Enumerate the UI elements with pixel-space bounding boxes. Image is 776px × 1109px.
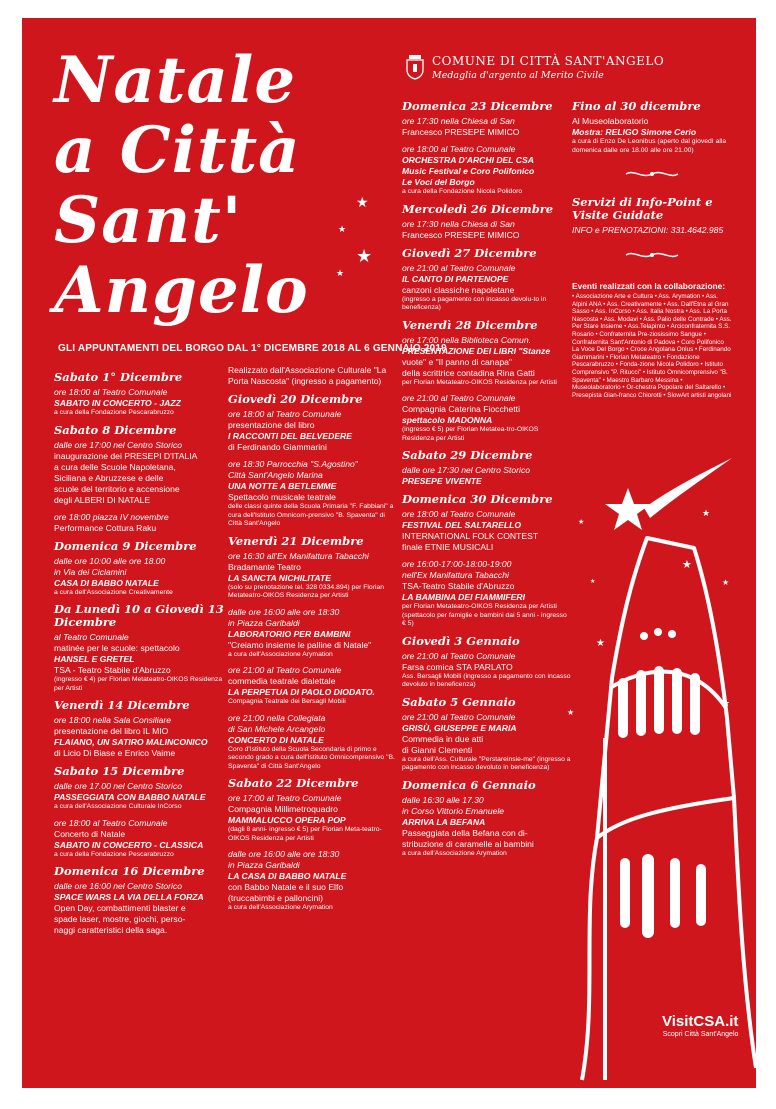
star-icon: ★ xyxy=(356,246,373,266)
event-note: per Florian Metateatro-OIKOS Residenza per Artisti (spettacolo per famiglie e bambini dai 5 anni - ingresso € 5) xyxy=(402,603,567,627)
event-note: a cura della Fondazione Nicola Polidoro xyxy=(402,188,523,195)
event-line: Francesco PRESEPE MIMICO xyxy=(402,127,520,137)
day-heading: Venerdì 28 Dicembre xyxy=(402,317,538,332)
visitcsa-logo xyxy=(662,1013,738,1038)
partners-heading: Eventi realizzati con la collaborazione: xyxy=(572,281,726,291)
event-line: ore 21:00 nella Collegiata xyxy=(228,712,326,723)
event-note: a cura della Fondazione Pescarabruzzo xyxy=(54,850,174,858)
day-heading: Sabato 15 Dicembre xyxy=(54,764,185,778)
day-heading: Da Lunedì 10 a Giovedì 13 Dicembre xyxy=(54,602,224,629)
event-title: GRISÙ, GIUSEPPE E MARIA xyxy=(402,722,517,733)
event-line: degli ALBERI DI NATALE xyxy=(54,494,151,505)
event-line: ore 21:00 al Teatro Comunale xyxy=(402,393,516,403)
event-title: LA BAMBINA DEI FIAMMIFERI xyxy=(402,592,526,602)
star-icon: ★ xyxy=(338,224,347,234)
star-icon: ★ xyxy=(702,508,711,518)
poster xyxy=(22,18,756,1088)
title-line: Natale xyxy=(54,43,297,118)
day-heading: Mercoledì 26 Dicembre xyxy=(402,201,554,216)
event xyxy=(228,607,400,660)
event xyxy=(54,512,224,534)
event xyxy=(54,715,224,759)
event-line: ore 21:00 al Teatro Comunale xyxy=(402,262,516,273)
event-title: LABORATORIO PER BAMBINI xyxy=(228,628,351,639)
visit-tagline: Scopri Città Sant'Angelo xyxy=(662,1031,739,1038)
event-title: FESTIVAL DEL SALTARELLO xyxy=(402,520,522,530)
event xyxy=(228,409,400,453)
event-line: commedia teatrale dialettale xyxy=(228,676,336,686)
event-note: Compagnia Teatrale dei Bersagli Mobili xyxy=(228,698,346,705)
event-line: ore 17:00 al Teatro Comunale xyxy=(228,793,342,803)
event-title: I RACCONTI DEL BELVEDERE xyxy=(228,431,352,441)
event-line: ore 18:00 al Teatro Comunale xyxy=(402,509,516,519)
event-line: della scrittrice contadina Rina Gatti xyxy=(402,367,535,378)
event-line: di Gianni Clementi xyxy=(402,744,473,755)
day-heading: Giovedì 27 Dicembre xyxy=(402,245,537,260)
day-heading: Domenica 6 Gennaio xyxy=(402,777,536,792)
star-icon: ★ xyxy=(596,638,605,649)
event-title: FLAIANO, UN SATIRO MALINCONICO xyxy=(54,737,208,747)
star-icon: ★ xyxy=(578,519,585,526)
event-line: TSA - Teatro Stabile d'Abruzzo xyxy=(54,665,171,675)
day-heading: Giovedì 3 Gennaio xyxy=(402,633,520,648)
crest-icon xyxy=(406,54,424,80)
event-line: ore 18:00 piazza IV novembre xyxy=(54,511,169,522)
event-line: spade laser, mostre, giochi, perso- xyxy=(54,914,186,924)
comune-name: COMUNE DI CITTÀ SANT'ANGELO xyxy=(432,54,665,68)
event-line: ore 18:00 al Teatro Comunale xyxy=(228,409,342,419)
event-line: TSA-Teatro Stabile d'Abruzzo xyxy=(402,581,515,591)
event xyxy=(228,551,400,601)
event-line: Passeggiata della Befana con di- xyxy=(402,827,528,838)
event-title: SPACE WARS LA VIA DELLA FORZA xyxy=(54,892,204,902)
continued-note: Realizzato dall'Associazione Culturale "La Porta Nascosta" (ingresso a pagamento) xyxy=(228,365,387,386)
event xyxy=(54,387,224,418)
event-line: finale ETNIE MUSICALI xyxy=(402,542,494,552)
day-heading: Sabato 5 Gennaio xyxy=(402,694,516,709)
event-note: a cura dell'Associazione Arymation xyxy=(402,849,507,857)
event-title: Mostra: RELIGO Simone Cerio xyxy=(572,127,697,137)
day-heading: Sabato 8 Dicembre xyxy=(54,422,177,437)
event-title: SABATO IN CONCERTO - CLASSICA xyxy=(54,839,204,850)
event-line: in Corso Vittorio Emanuele xyxy=(402,805,505,816)
event-line: matinée per le scuole: spettacolo xyxy=(54,643,180,653)
event-note: (ingresso a pagamento con incasso devolu-to in beneficenza) xyxy=(402,295,547,311)
day-heading: Sabato 1° Dicembre xyxy=(54,370,183,384)
event xyxy=(402,509,572,553)
event-note: a cura di Enzo De Leonibus (aperto dal giovedì alla domenica dalle ore 18.00 alle ore 21.00) xyxy=(572,138,727,154)
event-note: per Florian Metateatro-OIKOS Residenza per Artisti xyxy=(402,378,557,386)
event-title: PRESEPE VIVENTE xyxy=(402,476,482,486)
event-line: Farsa comica STA PARLATO xyxy=(402,661,513,672)
visit-logo-text: VisitCSA.it xyxy=(662,1013,739,1030)
event-note: a cura della Fondazione Pescarabruzzo xyxy=(54,409,174,416)
poster-title xyxy=(54,43,384,328)
event xyxy=(54,818,224,860)
event-title: Le Voci del Borgo xyxy=(402,177,475,187)
event-line: Concerto di Natale xyxy=(54,828,126,839)
title-line: a Città xyxy=(54,113,301,188)
ornament-divider xyxy=(624,250,680,260)
star-icon: ★ xyxy=(722,698,731,708)
event-title: CASA DI BABBO NATALE xyxy=(54,577,159,588)
event-line: ore 21:00 al Teatro Comunale xyxy=(402,650,516,661)
exhibition xyxy=(572,116,732,155)
event-line: Compagnia Caterina Fiocchetti xyxy=(402,404,520,414)
event-title: IL CANTO DI PARTENOPE xyxy=(402,273,509,284)
event xyxy=(402,393,572,443)
title-line: Sant' xyxy=(54,183,243,258)
day-heading: Giovedì 20 Dicembre xyxy=(228,392,363,406)
event-line: dalle ore 10:00 alle ore 18.00 xyxy=(54,555,166,566)
event-line: Compagnia Millimetroquadro xyxy=(228,804,338,814)
event-line: dalle 16:30 alle 17.30 xyxy=(402,794,484,805)
event xyxy=(402,651,572,690)
event-note: (solo su prenotazione tel. 328 0334.894) per Florian Metateatro-OIKOS Residenza per Artisti xyxy=(228,583,385,599)
event-line: in Piazza Garibaldi xyxy=(228,860,300,870)
event xyxy=(228,793,400,843)
event-line: dalle ore 17:00 nel Centro Storico xyxy=(54,439,183,450)
comune-motto: Medaglia d'argento al Merito Civile xyxy=(432,70,604,81)
event-line: Spettacolo musicale teatrale xyxy=(228,492,336,502)
day-heading: Venerdì 14 Dicembre xyxy=(54,698,190,712)
event-line: presentazione del libro IL MIO xyxy=(54,726,169,736)
event-line: Francesco PRESEPE MIMICO xyxy=(402,229,520,240)
event-line: con Babbo Natale e il suo Elfo xyxy=(228,882,344,892)
column-4 xyxy=(572,94,732,399)
event-line: dalle ore 16:00 alle ore 18:30 xyxy=(228,849,340,859)
event-line: a cura delle Scuole Napoletana, xyxy=(54,461,176,472)
event-line: stribuzione di caramelle ai bambini xyxy=(402,838,534,849)
event-title: ARRIVA LA BEFANA xyxy=(402,816,486,827)
event-line: di Ferdinando Giammarini xyxy=(228,442,327,452)
fino-heading: Fino al 30 dicembre xyxy=(572,99,701,113)
event-line: ore 18:00 nella Sala Consiliare xyxy=(54,715,172,725)
star-icon: ★ xyxy=(567,708,575,717)
event-title: ORCHESTRA D'ARCHI DEL CSA xyxy=(402,155,534,165)
event-line: Siciliana e Abruzzese e delle xyxy=(54,472,164,483)
event xyxy=(228,665,400,707)
event xyxy=(402,712,572,773)
event-line: (truccabimbi e palloncini) xyxy=(228,893,324,903)
event-line: Performance Cottura Raku xyxy=(54,522,157,533)
event-line: canzoni classiche napoletane xyxy=(402,284,515,295)
day-heading: Sabato 29 Dicembre xyxy=(402,448,533,462)
event xyxy=(402,335,572,388)
event-line: naggi caratteristici della saga. xyxy=(54,925,168,935)
event-line: di San Michele Arcangelo xyxy=(228,723,326,734)
title-line: Angelo xyxy=(54,253,309,328)
event xyxy=(402,263,572,313)
event-line: ore 18:00 al Teatro Comunale xyxy=(54,817,168,828)
event-note: a cura dell'Ass. Culturale "Perstareinsie-me" (ingresso a pagamento con incasso devoluto in beneficenza) xyxy=(402,755,571,771)
event-line: presentazione del libro xyxy=(228,420,315,430)
star-icon: ★ xyxy=(356,194,369,210)
event-note: Ass. Bersagli Mobili (ingresso a pagamento con incasso devoluto in beneficenza) xyxy=(402,672,571,688)
event xyxy=(54,556,224,598)
event-line: vuote" e "Il panno di canapa" xyxy=(402,356,512,367)
event-line: Commedia in due atti xyxy=(402,733,484,744)
event-line: in Piazza Garibaldi xyxy=(228,617,300,628)
event-title: UNA NOTTE A BETLEMME xyxy=(228,481,337,491)
event-line: dalle ore 17:30 nel Centro Storico xyxy=(402,465,531,475)
event xyxy=(402,219,572,241)
event-note: Coro d'Istituto della Scuola Secondaria di primo e secondo grado a cura dell'Istituto Omnicomprensivo "B. Spaventa" di Città Sant'Angelo xyxy=(228,745,395,770)
day-heading: Domenica 23 Dicembre xyxy=(402,99,553,113)
event-line: dalle ore 16:00 nel Centro Storico xyxy=(54,881,183,891)
event-title: LA SANCTA NICHILITATE xyxy=(228,572,331,583)
event-title: CONCERTO DI NATALE xyxy=(228,734,324,745)
event-line: in Via dei Ciclamini xyxy=(54,566,127,577)
event-title: HANSEL E GRETEL xyxy=(54,654,135,664)
event xyxy=(402,795,572,859)
event-line: ore 17:30 nella Chiesa di San xyxy=(402,116,515,126)
event-note: delle classi quinte della Scuola Primaria "F. Fabbiani" a cura dell'Istituto Omnicom-prensivo "B. Spaventa" di Città Sant'Angelo xyxy=(228,503,394,527)
ornament-divider xyxy=(624,169,680,179)
star-icon: ★ xyxy=(722,578,730,587)
event-line: "Creiamo insieme le palline di Natale" xyxy=(228,639,372,650)
event-note: (ingresso € 5) per Florian Metatea-tro-OIKOS Residenza per Artisti xyxy=(402,426,539,442)
column-3 xyxy=(402,94,575,864)
event-line: INTERNATIONAL FOLK CONTEST xyxy=(402,531,539,541)
day-heading: Domenica 30 Dicembre xyxy=(402,492,553,506)
star-icon: ★ xyxy=(590,579,596,585)
event xyxy=(228,849,400,913)
event-note: a cura dell'Associazione Creativamente xyxy=(54,588,173,596)
day-heading: Venerdì 21 Dicembre xyxy=(228,533,364,548)
event xyxy=(402,116,572,138)
event xyxy=(402,559,572,629)
day-heading: Domenica 16 Dicembre xyxy=(54,864,205,878)
event-title: MAMMALUCCO OPERA POP xyxy=(228,815,346,825)
event-line: al Teatro Comunale xyxy=(54,632,129,642)
event-line: Al Museolaboratorio xyxy=(572,116,649,126)
event-line: ore 18:30 Parrocchia "S.Agostino" xyxy=(228,459,358,469)
event-line: Bradamante Teatro xyxy=(228,561,301,572)
star-icon: ★ xyxy=(682,559,692,571)
event-line: dalle ore 16:00 alle ore 18:30 xyxy=(228,606,340,617)
event-line: dalle ore 17.00 nel Centro Storico xyxy=(54,781,183,791)
event-line: ore 21:00 al Teatro Comunale xyxy=(228,665,342,675)
event-line: ore 16:30 all'Ex Manifattura Tabacchi xyxy=(228,550,369,561)
day-heading: Domenica 9 Dicembre xyxy=(54,538,197,553)
event-line: inaugurazione dei PRESEPI D'ITALIA xyxy=(54,450,198,461)
event xyxy=(54,440,224,506)
event-line: ore 17:30 nella Chiesa di San xyxy=(402,218,515,229)
event-note: (dagli 8 anni- ingresso € 5) per Florian Meta-teatro-OIKOS Residenza per Artisti xyxy=(228,826,382,842)
event-line: nell'Ex Manifattura Tabacchi xyxy=(402,570,509,580)
subtitle: GLI APPUNTAMENTI DEL BORGO DAL 1° DICEMBRE 2018 AL 6 GENNAIO 2019 xyxy=(58,343,447,354)
event xyxy=(228,713,400,772)
column-2 xyxy=(228,365,400,919)
event-line: ore 21:00 al Teatro Comunale xyxy=(402,711,516,722)
event-title: LA CASA DI BABBO NATALE xyxy=(228,871,347,881)
event-line: ore 17:00 nella Biblioteca Comun. xyxy=(402,334,531,345)
event-title: spettacolo MADONNA xyxy=(402,415,493,425)
day-heading: Sabato 22 Dicembre xyxy=(228,776,359,790)
event-title: PASSEGGIATA CON BABBO NATALE xyxy=(54,792,206,802)
event-title: SABATO IN CONCERTO - JAZZ xyxy=(54,398,181,408)
event-line: ore 18:00 al Teatro Comunale xyxy=(402,144,516,154)
event-line: scuole del territorio e accensione xyxy=(54,483,180,494)
event-title: LA PERPETUA DI PAOLO DIODATO. xyxy=(228,687,375,697)
info-phone: INFO e PRENOTAZIONI: 331.4642.985 xyxy=(572,225,724,235)
event-title: Music Festival e Coro Polifonico xyxy=(402,166,535,176)
event-note: (ingresso € 4) per Florian Metateatro-OIKOS Residenza per Artisti xyxy=(54,676,223,692)
event xyxy=(54,632,224,693)
event xyxy=(402,465,572,487)
event-line: ore 18:00 al Teatro Comunale xyxy=(54,387,168,397)
event-line: di Licio Di Biase e Enrico Vaime xyxy=(54,748,176,758)
event xyxy=(402,144,572,197)
partners-list: • Associazione Arte e Cultura • Ass. Arymation • Ass. Alpini ANA • Ass. Creativamente • Ass. Dall'Etna al Gran Sasso • Ass. InCorso • Ass. Italia Nostra • Ass. La Porta Nascosta • Ass. Modavi • Ass. Palio delle Contrade • Ass. Per Stare Insieme • Ass.Telapinto • Arciconfraternita S.S. Rosario • Confraternita Pre-ziosissimo Sangue • Confraternita Sant'Antonio di Padova • Coro Polifonico La Voce Del Borgo • Croce Angolana Onlus • Ferdinando Giammarini • Florian Metateatro • Fondazione Pescarabruzzo • Fonda-zione Nicola Polidoro • Istituto Comprensivo "P. Ritucci" • Istituto Omnicomprensivo "B. Spaventa" • Maestro Barbaro Messina • Museolaboratorio • Or-chestra Popolare del Saltarello • Presepista Gian-franco Chiorotti • SlowArt artisti angolani xyxy=(572,293,732,399)
info-point xyxy=(572,225,732,236)
event-title: PRESENTAZIONE DEI LIBRI "Stanze xyxy=(402,345,551,356)
servizi-heading: Servizi di Info-Point e Visite Guidate xyxy=(572,195,713,222)
event-note: a cura dell'Associazione Culturale InCorso xyxy=(54,803,182,810)
event xyxy=(54,881,224,936)
event-note: a cura dell'Associazione Arymation xyxy=(228,650,333,658)
column-1 xyxy=(54,365,224,942)
star-icon: ★ xyxy=(336,268,345,278)
event-note: a cura dell'Associazione Arymation xyxy=(228,904,333,911)
event-line: Open Day, combattimenti blaster e xyxy=(54,903,186,913)
event xyxy=(228,459,400,529)
event-line: Città Sant'Angelo Marina xyxy=(228,470,323,480)
event-line: ore 16:00-17:00-18:00-19:00 xyxy=(402,559,512,569)
event xyxy=(54,781,224,812)
